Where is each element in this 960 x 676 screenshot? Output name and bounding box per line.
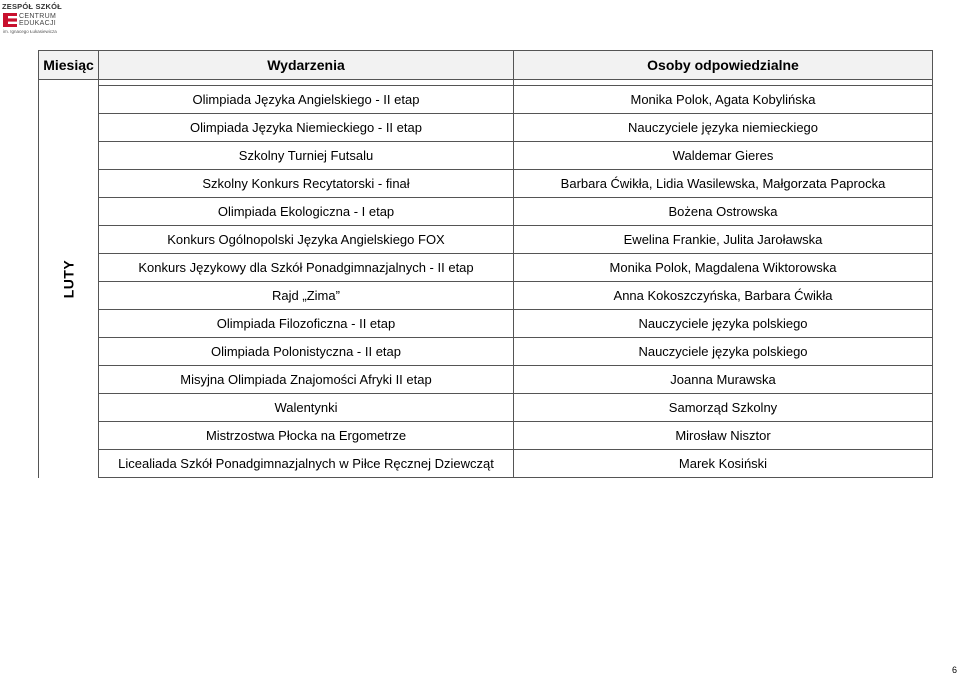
- event-cell: Olimpiada Ekologiczna - I etap: [99, 198, 514, 226]
- responsible-cell: Bożena Ostrowska: [514, 198, 933, 226]
- logo-subtitle: im. Ignacego Łukasiewicza: [3, 29, 57, 34]
- responsible-cell: Samorząd Szkolny: [514, 394, 933, 422]
- school-logo: [2, 2, 82, 36]
- table-row: [39, 422, 933, 450]
- table-row: [39, 226, 933, 254]
- responsible-cell: Monika Polok, Agata Kobylińska: [514, 86, 933, 114]
- logo-e-mark-icon: [3, 13, 17, 27]
- event-cell: Walentynki: [99, 394, 514, 422]
- table-row: [39, 198, 933, 226]
- event-cell: Licealiada Szkół Ponadgimnazjalnych w Piłce Ręcznej Dziewcząt: [99, 450, 514, 478]
- table-row: [39, 254, 933, 282]
- event-cell: Szkolny Konkurs Recytatorski - finał: [99, 170, 514, 198]
- responsible-cell: Ewelina Frankie, Julita Jaroławska: [514, 226, 933, 254]
- logo-school-name: ZESPÓŁ SZKÓŁ: [2, 2, 62, 11]
- event-cell: Rajd „Zima”: [99, 282, 514, 310]
- table-row: [39, 310, 933, 338]
- logo-text: [19, 13, 56, 27]
- responsible-cell: Nauczyciele języka polskiego: [514, 338, 933, 366]
- table-row: [39, 450, 933, 478]
- page-number: 6: [951, 665, 957, 675]
- event-cell: Olimpiada Polonistyczna - II etap: [99, 338, 514, 366]
- responsible-cell: Nauczyciele języka polskiego: [514, 310, 933, 338]
- table-row: [39, 394, 933, 422]
- header-month: Miesiąc: [39, 51, 99, 80]
- event-cell: Olimpiada Filozoficzna - II etap: [99, 310, 514, 338]
- event-cell: Mistrzostwa Płocka na Ergometrze: [99, 422, 514, 450]
- table-header-row: [39, 51, 933, 80]
- events-table: [38, 50, 933, 478]
- responsible-cell: Joanna Murawska: [514, 366, 933, 394]
- event-cell: Olimpiada Języka Angielskiego - II etap: [99, 86, 514, 114]
- table-row: [39, 338, 933, 366]
- responsible-cell: Barbara Ćwikła, Lidia Wasilewska, Małgorzata Paprocka: [514, 170, 933, 198]
- event-cell: Olimpiada Języka Niemieckiego - II etap: [99, 114, 514, 142]
- logo-line-centrum: CENTRUM: [19, 13, 57, 20]
- event-cell: Misyjna Olimpiada Znajomości Afryki II etap: [99, 366, 514, 394]
- responsible-cell: Waldemar Gieres: [514, 142, 933, 170]
- responsible-cell: Marek Kosiński: [514, 450, 933, 478]
- event-cell: Konkurs Ogólnopolski Języka Angielskiego FOX: [99, 226, 514, 254]
- header-responsible: Osoby odpowiedzialne: [514, 51, 933, 80]
- event-cell: Szkolny Turniej Futsalu: [99, 142, 514, 170]
- table-row: [39, 170, 933, 198]
- logo-line-edukacji: EDUKACJI: [19, 20, 57, 27]
- responsible-cell: Monika Polok, Magdalena Wiktorowska: [514, 254, 933, 282]
- month-cell: [39, 80, 99, 478]
- responsible-cell: Mirosław Nisztor: [514, 422, 933, 450]
- responsible-cell: Anna Kokoszczyńska, Barbara Ćwikła: [514, 282, 933, 310]
- header-events: Wydarzenia: [99, 51, 514, 80]
- event-cell: Konkurs Językowy dla Szkół Ponadgimnazjalnych - II etap: [99, 254, 514, 282]
- table-row: [39, 114, 933, 142]
- responsible-cell: Nauczyciele języka niemieckiego: [514, 114, 933, 142]
- table-row: [39, 366, 933, 394]
- table-row: [39, 86, 933, 114]
- table-row: [39, 142, 933, 170]
- table-row: [39, 282, 933, 310]
- month-label: LUTY: [60, 259, 77, 299]
